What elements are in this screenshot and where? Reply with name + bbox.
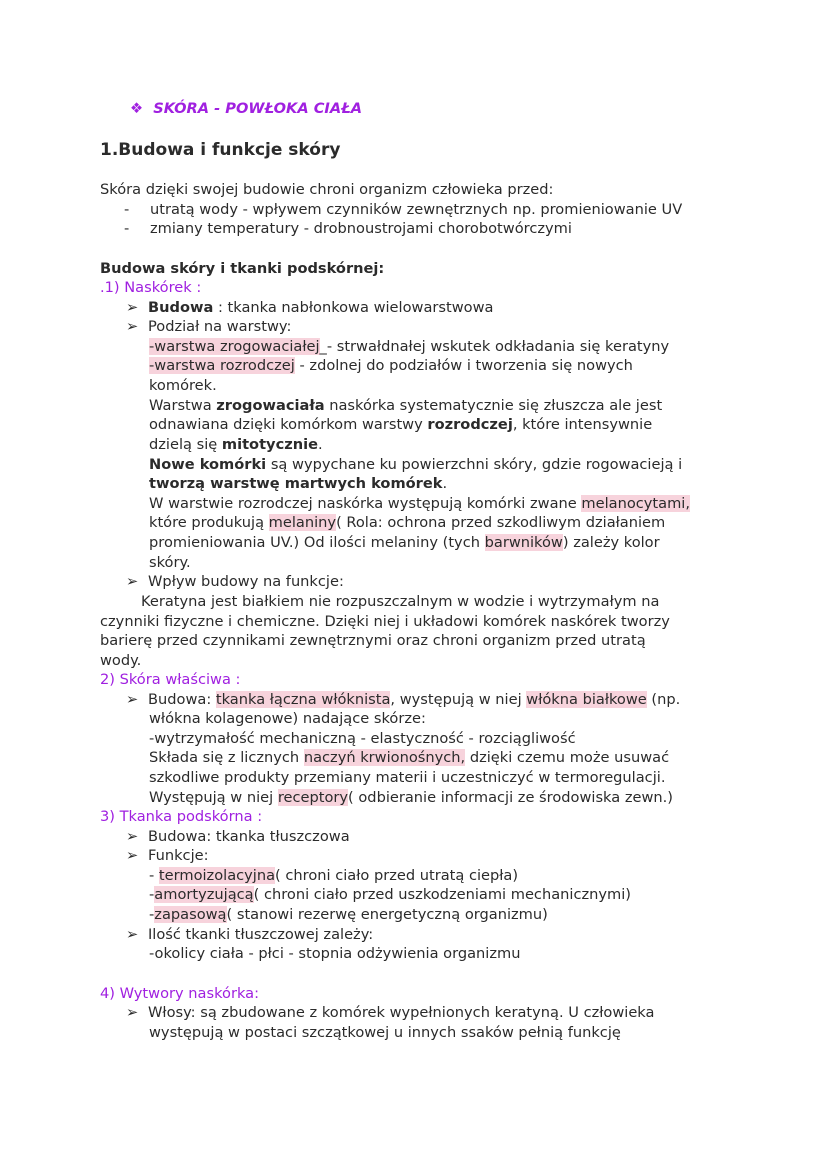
text: (np. [646, 691, 681, 708]
text: , które intensywnie [512, 416, 653, 433]
bold-text: tworzą warstwę martwych komórek [149, 475, 443, 492]
bold-text: rozrodczej [427, 416, 513, 433]
structure-heading: Budowa skóry i tkanki podskórnej: [100, 260, 385, 277]
list-item [126, 1003, 654, 1022]
text: dzielą się [149, 436, 222, 453]
bold-text: Nowe komórki [149, 456, 267, 473]
text: ( chroni ciało przed uszkodzeniami mechanicznymi) [253, 886, 631, 903]
arrow-bullet-icon: ➢ [126, 1004, 139, 1021]
paragraph-line: -wytrzymałość mechaniczną - elastyczność - rozciągliwość [149, 730, 576, 747]
intro-text: Skóra dzięki swojej budowie chroni organizm człowieka przed: [100, 181, 554, 198]
highlight: -warstwa zrogowaciałej [149, 338, 320, 355]
list-item [126, 572, 344, 591]
text: - [149, 886, 155, 903]
text: Wpływ budowy na funkcje: [148, 573, 344, 590]
list-bullet: - [124, 220, 130, 237]
paragraph-line: wody. [100, 652, 142, 669]
paragraph-line [149, 337, 669, 356]
list-item [126, 827, 350, 846]
paragraph-line: Keratyna jest białkiem nie rozpuszczalnym w wodzie i wytrzymałym na [141, 593, 660, 610]
text: ( stanowi rezerwę energetyczną organizmu) [226, 906, 548, 923]
text: ( chroni ciało przed utratą ciepła) [275, 867, 519, 884]
text: odnawiana dzięki komórkom warstwy [149, 416, 428, 433]
title-text: SKÓRA - POWŁOKA CIAŁA [153, 100, 363, 117]
text: które produkują [149, 514, 269, 531]
text: - [149, 906, 155, 923]
list-bullet: - [124, 201, 130, 218]
text: naskórka systematycznie się złuszcza ale jest [324, 397, 663, 414]
text: ( Rola: ochrona przed szkodliwym działaniem [336, 514, 666, 531]
text: Podział na warstwy: [148, 318, 292, 335]
text: Budowa: [148, 691, 216, 708]
text: Budowa: tkanka tłuszczowa [148, 828, 350, 845]
paragraph-line [149, 788, 673, 807]
paragraph-line: skóry. [149, 554, 191, 571]
text: _- strwałdnałej wskutek odkładania się keratyny [319, 338, 670, 355]
text: Składa się z licznych [149, 749, 304, 766]
label: Budowa [148, 299, 214, 316]
paragraph-line [149, 474, 447, 493]
text: , występują w niej [390, 691, 527, 708]
highlight: melanocytami, [581, 495, 690, 512]
arrow-bullet-icon: ➢ [126, 318, 139, 335]
subsection-title-epidermal-derivatives: 4) Wytwory naskórka: [100, 985, 259, 1002]
arrow-bullet-icon: ➢ [126, 926, 139, 943]
text: promieniowania UV.) Od ilości melaniny (tych [149, 534, 485, 551]
document-title [130, 99, 362, 118]
text: Warstwa [149, 397, 217, 414]
paragraph-line: komórek. [149, 377, 217, 394]
paragraph-line [149, 494, 690, 513]
text: . [318, 436, 323, 453]
paragraph-line: szkodliwe produkty przemiany materii i uczestniczyć w termoregulacji. [149, 769, 666, 786]
paragraph-line [149, 533, 660, 552]
highlight: zapasową [154, 906, 227, 923]
paragraph-line [149, 396, 662, 415]
subsection-title-hypodermis: 3) Tkanka podskórna : [100, 808, 263, 825]
text: ) zależy kolor [562, 534, 660, 551]
highlight: tkanka łączna włóknista [215, 691, 391, 708]
paragraph-line [149, 415, 652, 434]
highlight: -warstwa rozrodczej [149, 357, 295, 374]
bold-text: zrogowaciała [216, 397, 325, 414]
paragraph-line [149, 513, 665, 532]
text: . [442, 475, 448, 492]
highlight: amortyzującą [154, 886, 254, 903]
list-item [126, 925, 373, 944]
paragraph-line: barierę przed czynnikami zewnętrznymi oraz chroni organizm przed utratą [100, 632, 646, 649]
list-item [126, 298, 493, 317]
paragraph-line [149, 866, 518, 885]
paragraph-line [149, 356, 633, 375]
paragraph-line [149, 748, 669, 767]
paragraph-line: włókna kolagenowe) nadające skórze: [149, 710, 426, 727]
text: W warstwie rozrodczej naskórka występują komórki zwane [149, 495, 582, 512]
text: dzięki czemu może usuwać [465, 749, 670, 766]
diamond-bullet-icon: ❖ [130, 100, 144, 117]
list-item: zmiany temperatury - drobnoustrojami chorobotwórczymi [150, 220, 572, 237]
highlight: receptory [277, 789, 349, 806]
list-item [126, 690, 680, 709]
highlight: naczyń krwionośnych, [303, 749, 466, 766]
text: Funkcje: [148, 847, 209, 864]
paragraph-line [149, 885, 631, 904]
paragraph-line: występują w postaci szczątkowej u innych ssaków pełnią funkcję [149, 1024, 621, 1041]
subsection-title-dermis: 2) Skóra właściwa : [100, 671, 241, 688]
highlight: melaniny [268, 514, 337, 531]
list-item [126, 317, 291, 336]
text: są wypychane ku powierzchni skóry, gdzie rogowacieją i [266, 456, 683, 473]
arrow-bullet-icon: ➢ [126, 691, 139, 708]
bold-text: mitotycznie [221, 436, 319, 453]
section-heading: 1.Budowa i funkcje skóry [100, 140, 341, 160]
paragraph-line [149, 435, 323, 454]
text: - zdolnej do podziałów i tworzenia się nowych [294, 357, 633, 374]
highlight: włókna białkowe [526, 691, 647, 708]
list-item [126, 846, 209, 865]
arrow-bullet-icon: ➢ [126, 573, 139, 590]
text: - [149, 867, 159, 884]
text: : tkanka nabłonkowa wielowarstwowa [213, 299, 494, 316]
subsection-title-epidermis: .1) Naskórek : [100, 279, 202, 296]
paragraph-line: czynniki fizyczne i chemiczne. Dzięki niej i układowi komórek naskórek tworzy [100, 613, 670, 630]
paragraph-line: -okolicy ciała - płci - stopnia odżywienia organizmu [149, 945, 521, 962]
list-item: utratą wody - wpływem czynników zewnętrznych np. promieniowanie UV [150, 201, 683, 218]
paragraph-line [149, 455, 682, 474]
text: Ilość tkanki tłuszczowej zależy: [148, 926, 374, 943]
arrow-bullet-icon: ➢ [126, 847, 139, 864]
highlight: termoizolacyjna [158, 867, 276, 884]
arrow-bullet-icon: ➢ [126, 299, 139, 316]
text: ( odbieranie informacji ze środowiska zewn.) [348, 789, 673, 806]
arrow-bullet-icon: ➢ [126, 828, 139, 845]
highlight: barwników [484, 534, 563, 551]
paragraph-line [149, 905, 548, 924]
text: Włosy: są zbudowane z komórek wypełnionych keratyną. U człowieka [148, 1004, 655, 1021]
text: Występują w niej [149, 789, 278, 806]
